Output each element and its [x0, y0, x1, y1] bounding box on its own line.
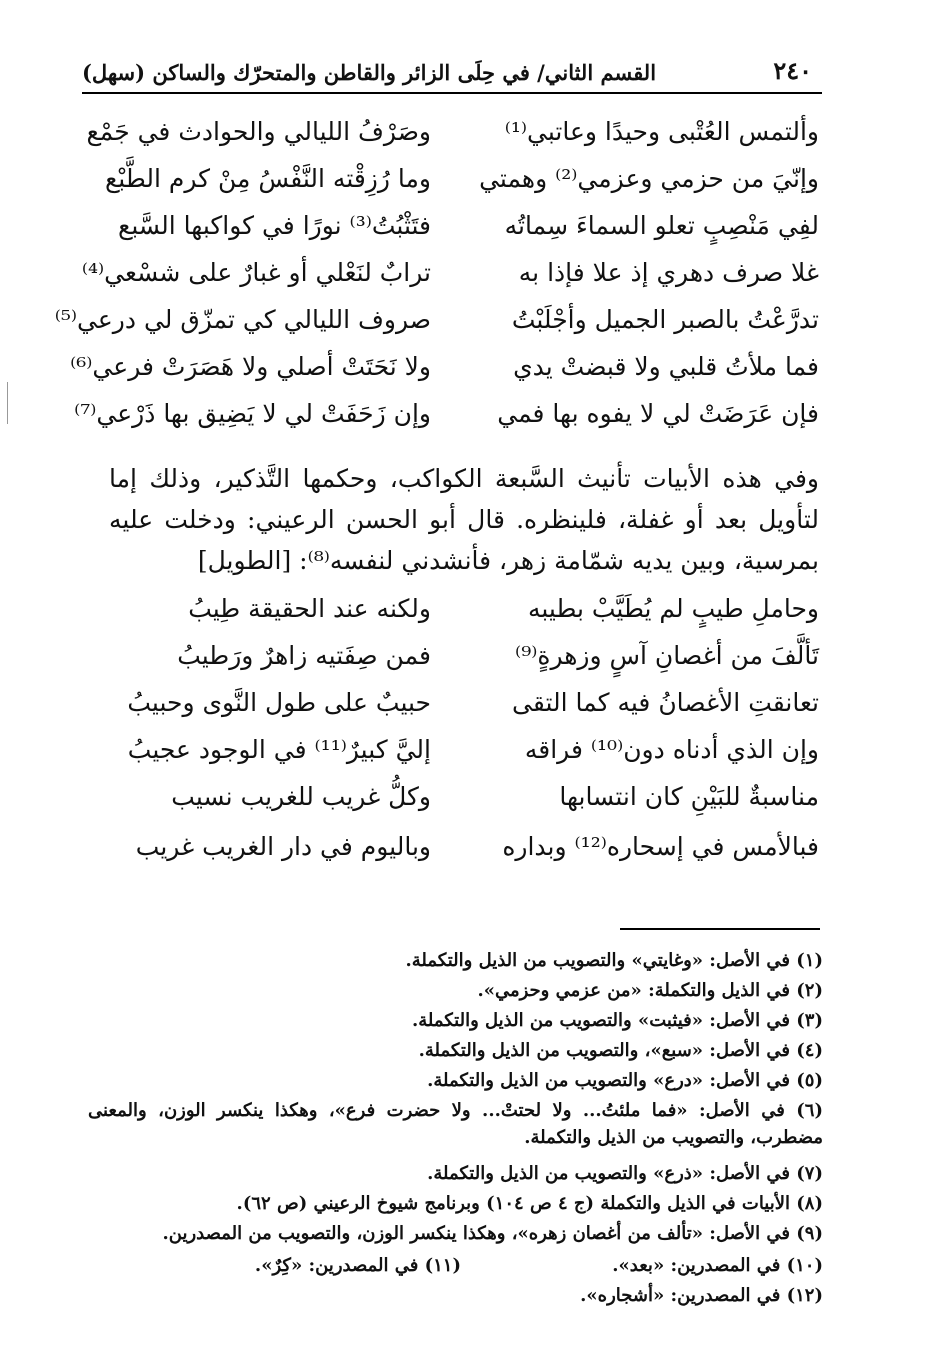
verse-first-hemistich: لفِي مَنْصِبٍ تعلو السماءَ سِماتُه [504, 211, 819, 240]
footnote: (٦) في الأصل: «فما ملئتُ... ولا لحتتْ... ولا حضرت فرع»، وهكذا ينكسر الوزن، والمعنى مضطرب، والتصويب من الذيل والتكملة. [88, 1100, 823, 1148]
scan-edge-mark [7, 382, 8, 424]
footnote: (٣) في الأصل: «فيثبت» والتصويب من الذيل والتكملة. [411, 1010, 823, 1031]
verse-second-hemistich: إليَّ كبيرٌ⁽¹¹⁾ في الوجود عجيبُ [127, 735, 431, 764]
footnote: (٢) في الذيل والتكملة: «من عزمي وحزمي». [477, 980, 823, 1001]
verse-second-hemistich: وإن زَحَفَتْ لي لا يَضِيق بها ذَرْعي⁽⁷⁾ [74, 399, 431, 428]
footnote: (١) في الأصل: «وغايتي» والتصويب من الذيل والتكملة. [405, 950, 823, 971]
verse-second-hemistich: فمن صِفَتيه زاهرٌ ورَطيبُ [177, 641, 431, 670]
verse-first-hemistich: تعانقتِ الأغصانُ فيه كما التقى [512, 688, 819, 717]
verse-first-hemistich: غلا صرف دهري إذ علا فإذا به [518, 258, 819, 287]
footnote: (٩) في الأصل: «تألف من أغصان زهره»، وهكذا ينكسر الوزن، والتصويب من المصدرين. [162, 1223, 823, 1244]
verse-second-hemistich: ولكنه عند الحقيقة طِيبُ [188, 594, 431, 623]
verse-first-hemistich: فإن عَرَضَتْ لي لا يفوه بها فمي [497, 399, 819, 428]
page-header [82, 52, 822, 94]
footnote: (١١) في المصدرين: «كِرٌ». [254, 1255, 461, 1276]
running-title: القسم الثاني/ في حِلَى الزائر والقاطن والمتحرّك والساكن (سهل) [82, 60, 657, 85]
verse-first-hemistich: وألتمس العُتْبى وحيدًا وعاتبي⁽¹⁾ [504, 117, 819, 146]
verse-second-hemistich: وكلُّ غريب للغريب نسيب [171, 782, 431, 811]
footnote: (٧) في الأصل: «ذرع» والتصويب من الذيل والتكملة. [427, 1163, 823, 1184]
footnote: (٥) في الأصل: «درع» والتصويب من الذيل والتكملة. [427, 1070, 823, 1091]
footnote: (١٢) في المصدرين: «أشجاره». [580, 1285, 823, 1306]
footnote-divider [620, 928, 820, 930]
verse-second-hemistich: وصَرْفُ الليالي والحوادث في جَمْع [86, 117, 431, 146]
verse-first-hemistich: فما ملأتُ قلبي ولا قبضتْ يدي [513, 352, 819, 381]
verse-second-hemistich: فتَثْبُتُ⁽³⁾ نورًا في كواكبها السَّبع [118, 211, 431, 240]
verse-second-hemistich: صروف الليالي كي تمزّق لي درعي⁽⁵⁾ [54, 305, 431, 334]
verse-second-hemistich: وما رُزِقْته النَّفْسُ مِنْ كرم الطَّبْع [104, 164, 431, 193]
verse-first-hemistich: وإن الذي أدناه دون⁽¹⁰⁾ فراقه [524, 735, 819, 764]
footnote: (٤) في الأصل: «سبع»، والتصويب من الذيل والتكملة. [418, 1040, 823, 1061]
verse-first-hemistich: مناسبةٌ للبَيْنِ كان انتسابها [559, 782, 819, 811]
verse-first-hemistich: وحاملِ طيبٍ لم يُطَيَّبْ بطيبه [527, 594, 819, 623]
verse-second-hemistich: ترابٌ لنَعْلي أو غبارٌ على شسْعي⁽⁴⁾ [81, 258, 431, 287]
verse-second-hemistich: حبيبٌ على طول النَّوى وحبيبُ [127, 688, 431, 717]
verse-first-hemistich: تدرَّعْتُ بالصبر الجميل وأجْلَبْتُ [511, 305, 819, 334]
verse-first-hemistich: تَألَّفَ من أغصانِ آسٍ وزهرةٍ⁽⁹⁾ [515, 641, 819, 670]
prose-paragraph: وفي هذه الأبيات تأنيث السَّبعة الكواكب، وحكمها التَّذكير، وذلك إما لتأويل بعد أو غفلة، فلينظره. قال أبو الحسن الرعيني: ودخلت عليه بمرسية، وبين يديه شمّامة زهر، فأنشدني لنفسه⁽⁸⁾: [الطويل] [109, 464, 819, 575]
verse-first-hemistich: فبالأمس في إسحاره⁽¹²⁾ وبداره [502, 832, 819, 861]
footnote: (١٠) في المصدرين: «بعد». [612, 1255, 823, 1276]
footnote: (٨) الأبيات في الذيل والتكملة (ج ٤ ص ١٠٤) وبرنامج شيوخ الرعيني (ص ٦٢). [236, 1193, 823, 1214]
verse-second-hemistich: وباليوم في دار الغريب غريب [135, 832, 431, 861]
page-number: ٢٤٠ [773, 56, 812, 85]
verse-first-hemistich: وإنّيَ من حزمي وعزمي⁽²⁾ وهمتي [479, 164, 819, 193]
verse-second-hemistich: ولا نَحَتَتْ أصلي ولا هَصَرَتْ فرعي⁽⁶⁾ [70, 352, 431, 381]
